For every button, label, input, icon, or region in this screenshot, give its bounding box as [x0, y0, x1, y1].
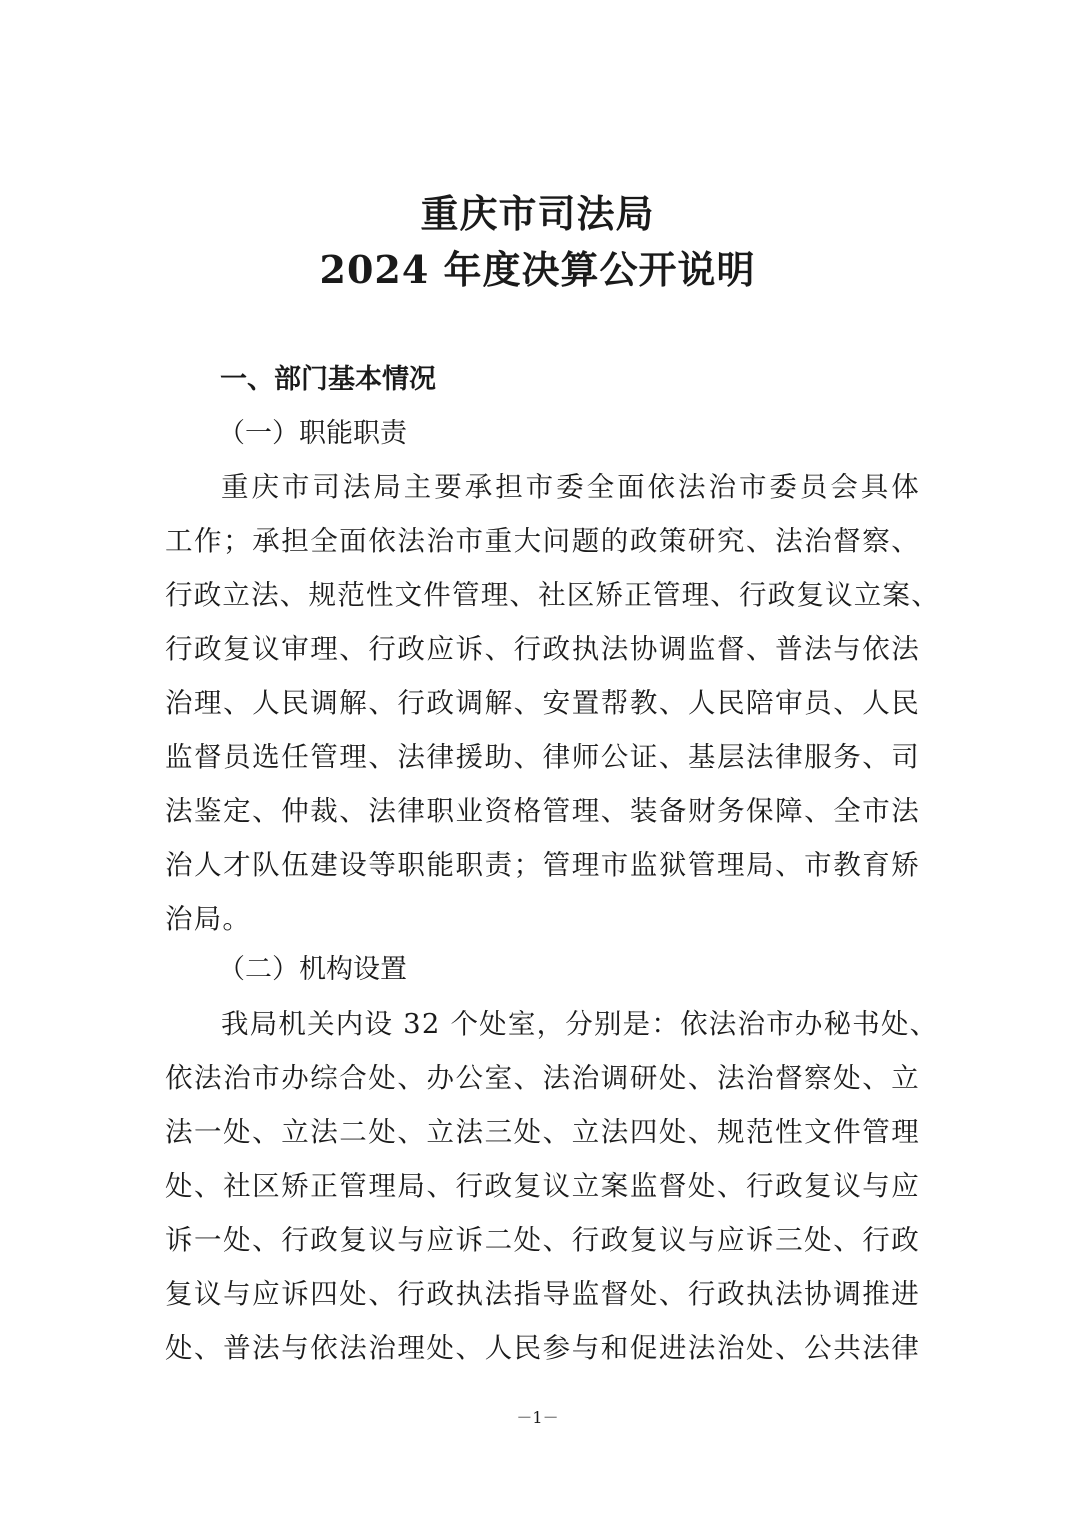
paragraph-line: 依法治市办综合处、办公室、法治调研处、法治督察处、立: [165, 1062, 920, 1094]
paragraph-organization: [165, 997, 939, 1375]
paragraph-line: 法鉴定、仲裁、法律职业资格管理、装备财务保障、全市法: [165, 795, 920, 827]
paragraph-line: 处、普法与依法治理处、人民参与和促进法治处、公共法律: [165, 1332, 920, 1364]
subsection-heading-functions: （一）职能职责: [218, 418, 407, 449]
paragraph-line: 治理、人民调解、行政调解、安置帮教、人民陪审员、人民: [165, 687, 920, 719]
paragraph-line: 工作；承担全面依法治市重大问题的政策研究、法治督察、: [165, 525, 920, 557]
paragraph-line: 法一处、立法二处、立法三处、立法四处、规范性文件管理: [165, 1116, 920, 1148]
section-heading-basic-info: 一、部门基本情况: [220, 364, 436, 395]
paragraph-line: 我局机关内设 32 个处室，分别是：依法治市办秘书处、: [221, 1008, 939, 1040]
paragraph-line: 行政复议审理、行政应诉、行政执法协调监督、普法与依法: [165, 633, 920, 665]
document-title-line2: 2024 年度决算公开说明: [319, 247, 756, 292]
subsection-heading-organization: （二）机构设置: [218, 954, 407, 985]
paragraph-line: 重庆市司法局主要承担市委全面依法治市委员会具体: [221, 471, 920, 503]
page-number: －1－: [516, 1408, 559, 1427]
paragraph-line: 处、社区矫正管理局、行政复议立案监督处、行政复议与应: [165, 1170, 920, 1202]
paragraph-line: 治人才队伍建设等职能职责；管理市监狱管理局、市教育矫: [165, 849, 920, 881]
paragraph-line: 行政立法、规范性文件管理、社区矫正管理、行政复议立案、: [165, 579, 940, 611]
document-title-line1: 重庆市司法局: [420, 191, 655, 236]
paragraph-functions: [165, 460, 940, 946]
paragraph-line: 诉一处、行政复议与应诉二处、行政复议与应诉三处、行政: [165, 1224, 920, 1256]
paragraph-line: 监督员选任管理、法律援助、律师公证、基层法律服务、司: [165, 741, 920, 773]
paragraph-line: 治局。: [165, 903, 252, 935]
paragraph-line: 复议与应诉四处、行政执法指导监督处、行政执法协调推进: [165, 1278, 920, 1310]
